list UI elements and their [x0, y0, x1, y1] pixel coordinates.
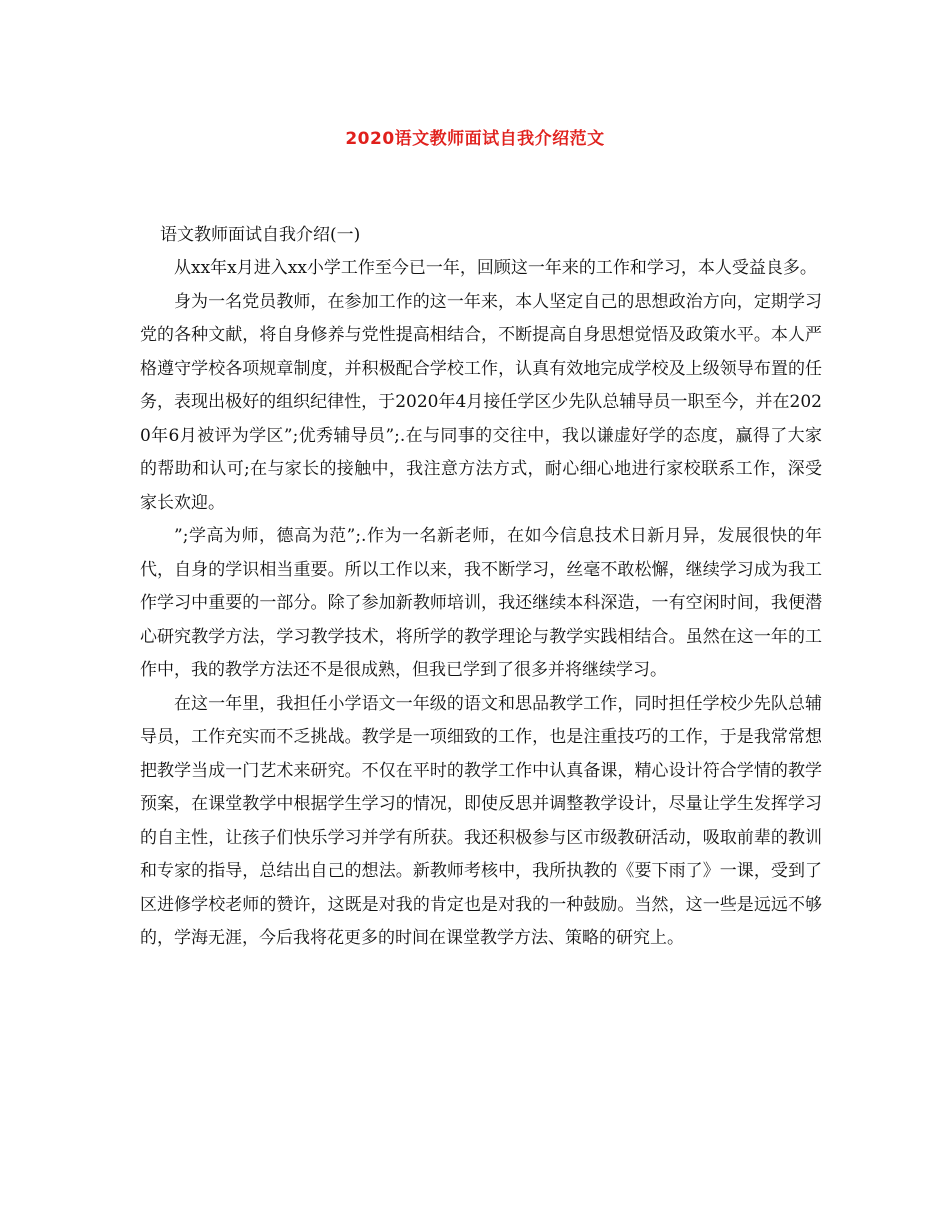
paragraph: 从xx年x月进入xx小学工作至今已一年，回顾这一年来的工作和学习，本人受益良多。: [174, 258, 817, 278]
document-body: [140, 252, 822, 956]
section-heading: 语文教师面试自我介绍(一): [160, 225, 361, 245]
paragraph: 在这一年里，我担任小学语文一年级的语文和思品教学工作，同时担任学校少先队总辅导员，工作充实而不乏挑战。教学是一项细致的工作，也是注重技巧的工作，于是我常常想把教学当成一门艺术来研究。不仅在平时的教学工作中认真备课，精心设计符合学情的教学预案，在课堂教学中根据学生学习的情况，即使反思并调整教学设计，尽量让学生发挥学习的自主性，让孩子们快乐学习并学有所获。我还积极参与区市级教研活动，吸取前辈的教训和专家的指导，总结出自己的想法。新教师考核中，我所执教的《要下雨了》一课，受到了区进修学校老师的赞许，这既是对我的肯定也是对我的一种鼓励。当然，这一些是远远不够的，学海无涯，今后我将花更多的时间在课堂教学方法、策略的研究上。: [140, 693, 822, 948]
paragraph: 身为一名党员教师，在参加工作的这一年来，本人坚定自己的思想政治方向，定期学习党的各种文献，将自身修养与党性提高相结合，不断提高自身思想觉悟及政策水平。本人严格遵守学校各项规章制度，并积极配合学校工作，认真有效地完成学校及上级领导布置的任务，表现出极好的组织纪律性，于2020年4月接任学区少先队总辅导员一职至今，并在2020年6月被评为学区”;优秀辅导员”;.在与同事的交往中，我以谦虚好学的态度，赢得了大家的帮助和认可;在与家长的接触中，我注意方法方式，耐心细心地进行家校联系工作，深受家长欢迎。: [140, 291, 822, 513]
paragraph: ”;学高为师，德高为范”;.作为一名新老师，在如今信息技术日新月异，发展很快的年代，自身的学识相当重要。所以工作以来，我不断学习，丝毫不敢松懈，继续学习成为我工作学习中重要的一部分。除了参加新教师培训，我还继续本科深造，一有空闲时间，我便潜心研究教学方法，学习教学技术，将所学的教学理论与教学实践相结合。虽然在这一年的工作中，我的教学方法还不是很成熟，但我已学到了很多并将继续学习。: [140, 526, 822, 680]
document-title: 2020语文教师面试自我介绍范文: [345, 129, 605, 149]
